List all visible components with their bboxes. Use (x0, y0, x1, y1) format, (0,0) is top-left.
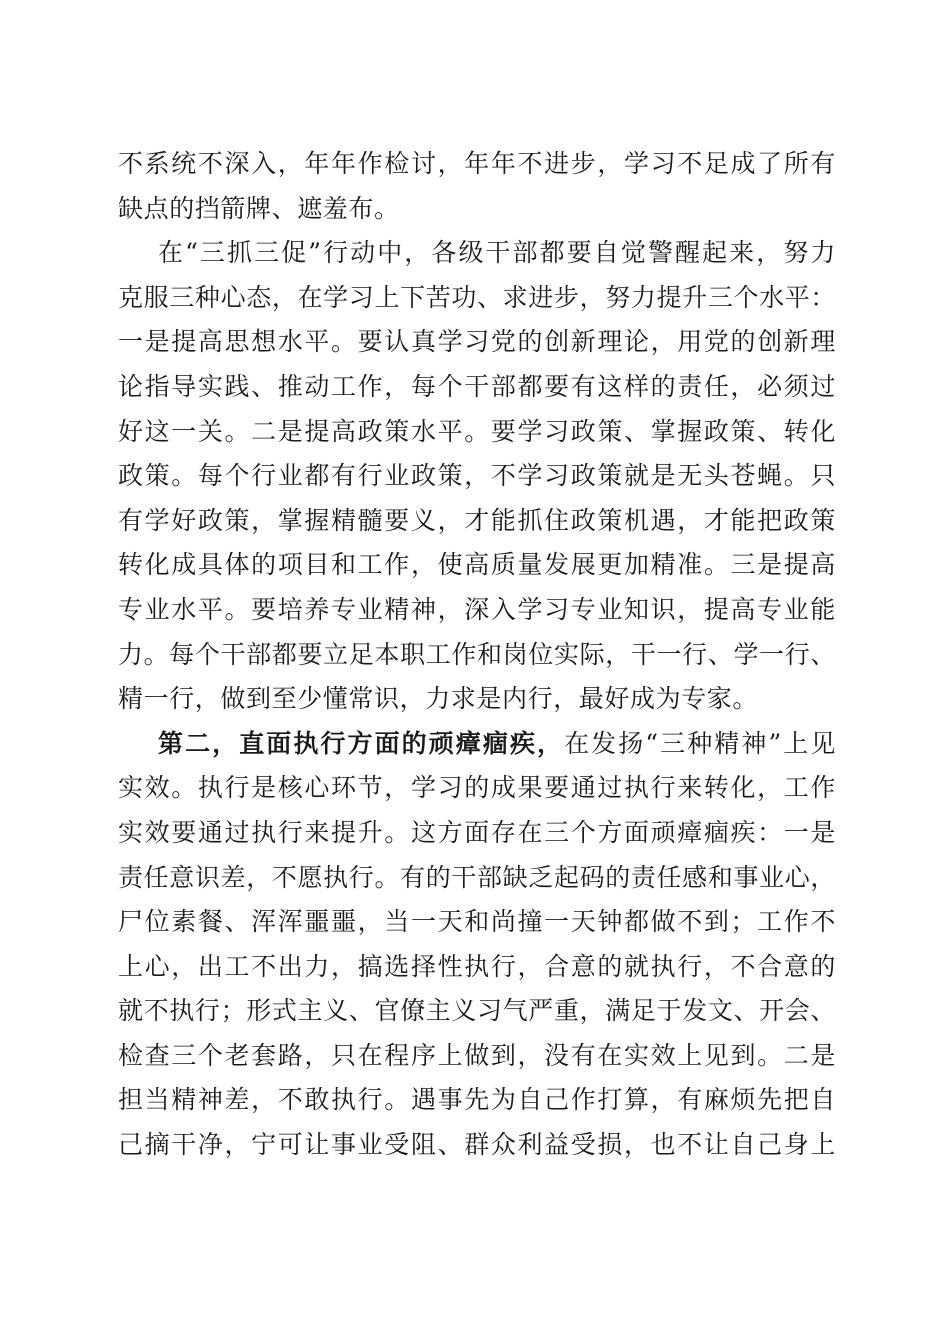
text-line: 论指导实践、推动工作，每个干部都要有这样的责任，必须过 (118, 371, 836, 401)
text-line: 己摘干净，宁可让事业受阻、群众利益受损，也不让自己身上 (118, 1130, 836, 1160)
section-heading-line (118, 722, 836, 767)
text-line: 缺点的挡箭牌、遮羞布。 (118, 193, 400, 223)
text-line: 力。每个干部都要立足本职工作和岗位实际，干一行、学一行、 (118, 639, 836, 669)
text-line: 政策。每个行业都有行业政策，不学习政策就是无头苍蝇。只 (118, 461, 836, 491)
text-line: 实效。执行是核心环节，学习的成果要通过执行来转化，工作 (118, 773, 836, 803)
text-line: 有学好政策，掌握精髓要义，才能抓住政策机遇，才能把政策 (118, 505, 836, 535)
section-heading: 第二，直面执行方面的顽瘴痼疾， (158, 728, 565, 758)
text-line: 担当精神差，不敢执行。遇事先为自己作打算，有麻烦先把自 (118, 1085, 836, 1115)
document-body (118, 142, 836, 1168)
text-line: 专业水平。要培养专业精神，深入学习专业知识，提高专业能 (118, 594, 836, 624)
text-line: 实效要通过执行来提升。这方面存在三个方面顽瘴痼疾：一是 (118, 817, 836, 847)
text-line: 克服三种心态，在学习上下苦功、求进步，努力提升三个水平： (118, 282, 836, 312)
text-line: 检查三个老套路，只在程序上做到，没有在实效上见到。二是 (118, 1040, 836, 1070)
paragraph-start-line: 在“三抓三促”行动中，各级干部都要自觉警醒起来，努力 (158, 238, 836, 268)
text-line: 责任意识差，不愿执行。有的干部缺乏起码的责任感和事业心， (118, 862, 836, 892)
text-line: 一是提高思想水平。要认真学习党的创新理论，用党的创新理 (118, 327, 836, 357)
text-line: 就不执行；形式主义、官僚主义习气严重，满足于发文、开会、 (118, 996, 836, 1026)
text-line: 上心，出工不出力，搞选择性执行，合意的就执行，不合意的 (118, 951, 836, 981)
text-line: 好这一关。二是提高政策水平。要学习政策、掌握政策、转化 (118, 416, 836, 446)
text-line: 转化成具体的项目和工作，使高质量发展更加精准。三是提高 (118, 550, 836, 580)
section-heading-continuation: 在发扬“三种精神”上见 (564, 728, 836, 758)
text-line: 不系统不深入，年年作检讨，年年不进步，学习不足成了所有 (118, 149, 836, 178)
text-line: 尸位素餐、浑浑噩噩，当一天和尚撞一天钟都做不到；工作不 (118, 907, 836, 937)
text-line: 精一行，做到至少懂常识，力求是内行，最好成为专家。 (118, 684, 759, 714)
